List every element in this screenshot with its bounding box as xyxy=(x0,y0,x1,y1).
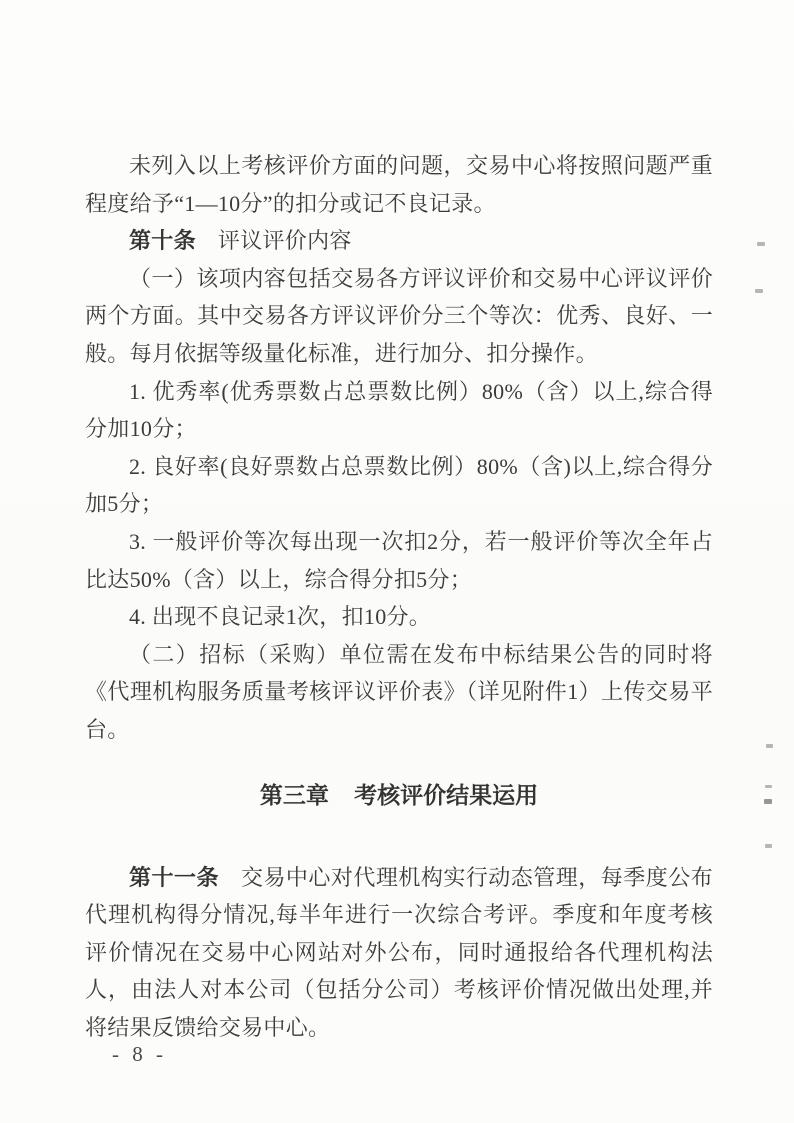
paragraph-point-4: 4. 出现不良记录1次，扣10分。 xyxy=(129,604,432,630)
article-10-heading xyxy=(85,222,713,260)
chapter-3-heading xyxy=(85,779,713,813)
paragraph-point-2: 2. 良好率(良好票数占总票数比例）80%（含)以上,综合得分加5分； xyxy=(85,453,713,517)
article-11-paragraph xyxy=(85,859,713,1047)
scan-speck xyxy=(766,744,773,748)
chapter-3-title: 考核评价结果运用 xyxy=(354,782,539,808)
article-10-label: 第十条 xyxy=(129,228,196,254)
paragraph-point-1: 1. 优秀率(优秀票数占总票数比例）80%（含）以上,综合得分加10分； xyxy=(85,378,713,442)
scan-speck xyxy=(755,289,763,293)
article-10-title: 评议评价内容 xyxy=(217,228,352,254)
scan-speck xyxy=(764,799,772,804)
scan-speck xyxy=(757,242,765,246)
article-11-label: 第十一条 xyxy=(129,864,219,890)
paragraph-point-3: 3. 一般评价等次每出现一次扣2分，若一般评价等次全年占比达50%（含）以上，综合得分扣5分； xyxy=(85,528,713,592)
scan-speck xyxy=(765,844,772,848)
paragraph-intro: 未列入以上考核评价方面的问题，交易中心将按照问题严重程度给予“1—10分”的扣分或记不良记录。 xyxy=(85,153,713,216)
paragraph-item-2: （二）招标（采购）单位需在发布中标结果公告的同时将《代理机构服务质量考核评议评价表》（详见附件1）上传交易平台。 xyxy=(85,641,713,742)
page-number: - 8 - xyxy=(112,1042,167,1066)
document-body xyxy=(85,147,713,1046)
scan-speck xyxy=(765,785,772,788)
chapter-3-number: 第三章 xyxy=(259,782,329,808)
paragraph-item-1: （一）该项内容包括交易各方评议评价和交易中心评议评价两个方面。其中交易各方评议评价分三个等次：优秀、良好、一般。每月依据等级量化标准，进行加分、扣分操作。 xyxy=(85,265,713,366)
article-11-text: 交易中心对代理机构实行动态管理，每季度公布代理机构得分情况,每半年进行一次综合考评。季度和年度考核评价情况在交易中心网站对外公布，同时通报给各代理机构法人，由法人对本公司（包括分公司）考核评价情况做出处理,并将结果反馈给交易中心。 xyxy=(85,864,713,1040)
